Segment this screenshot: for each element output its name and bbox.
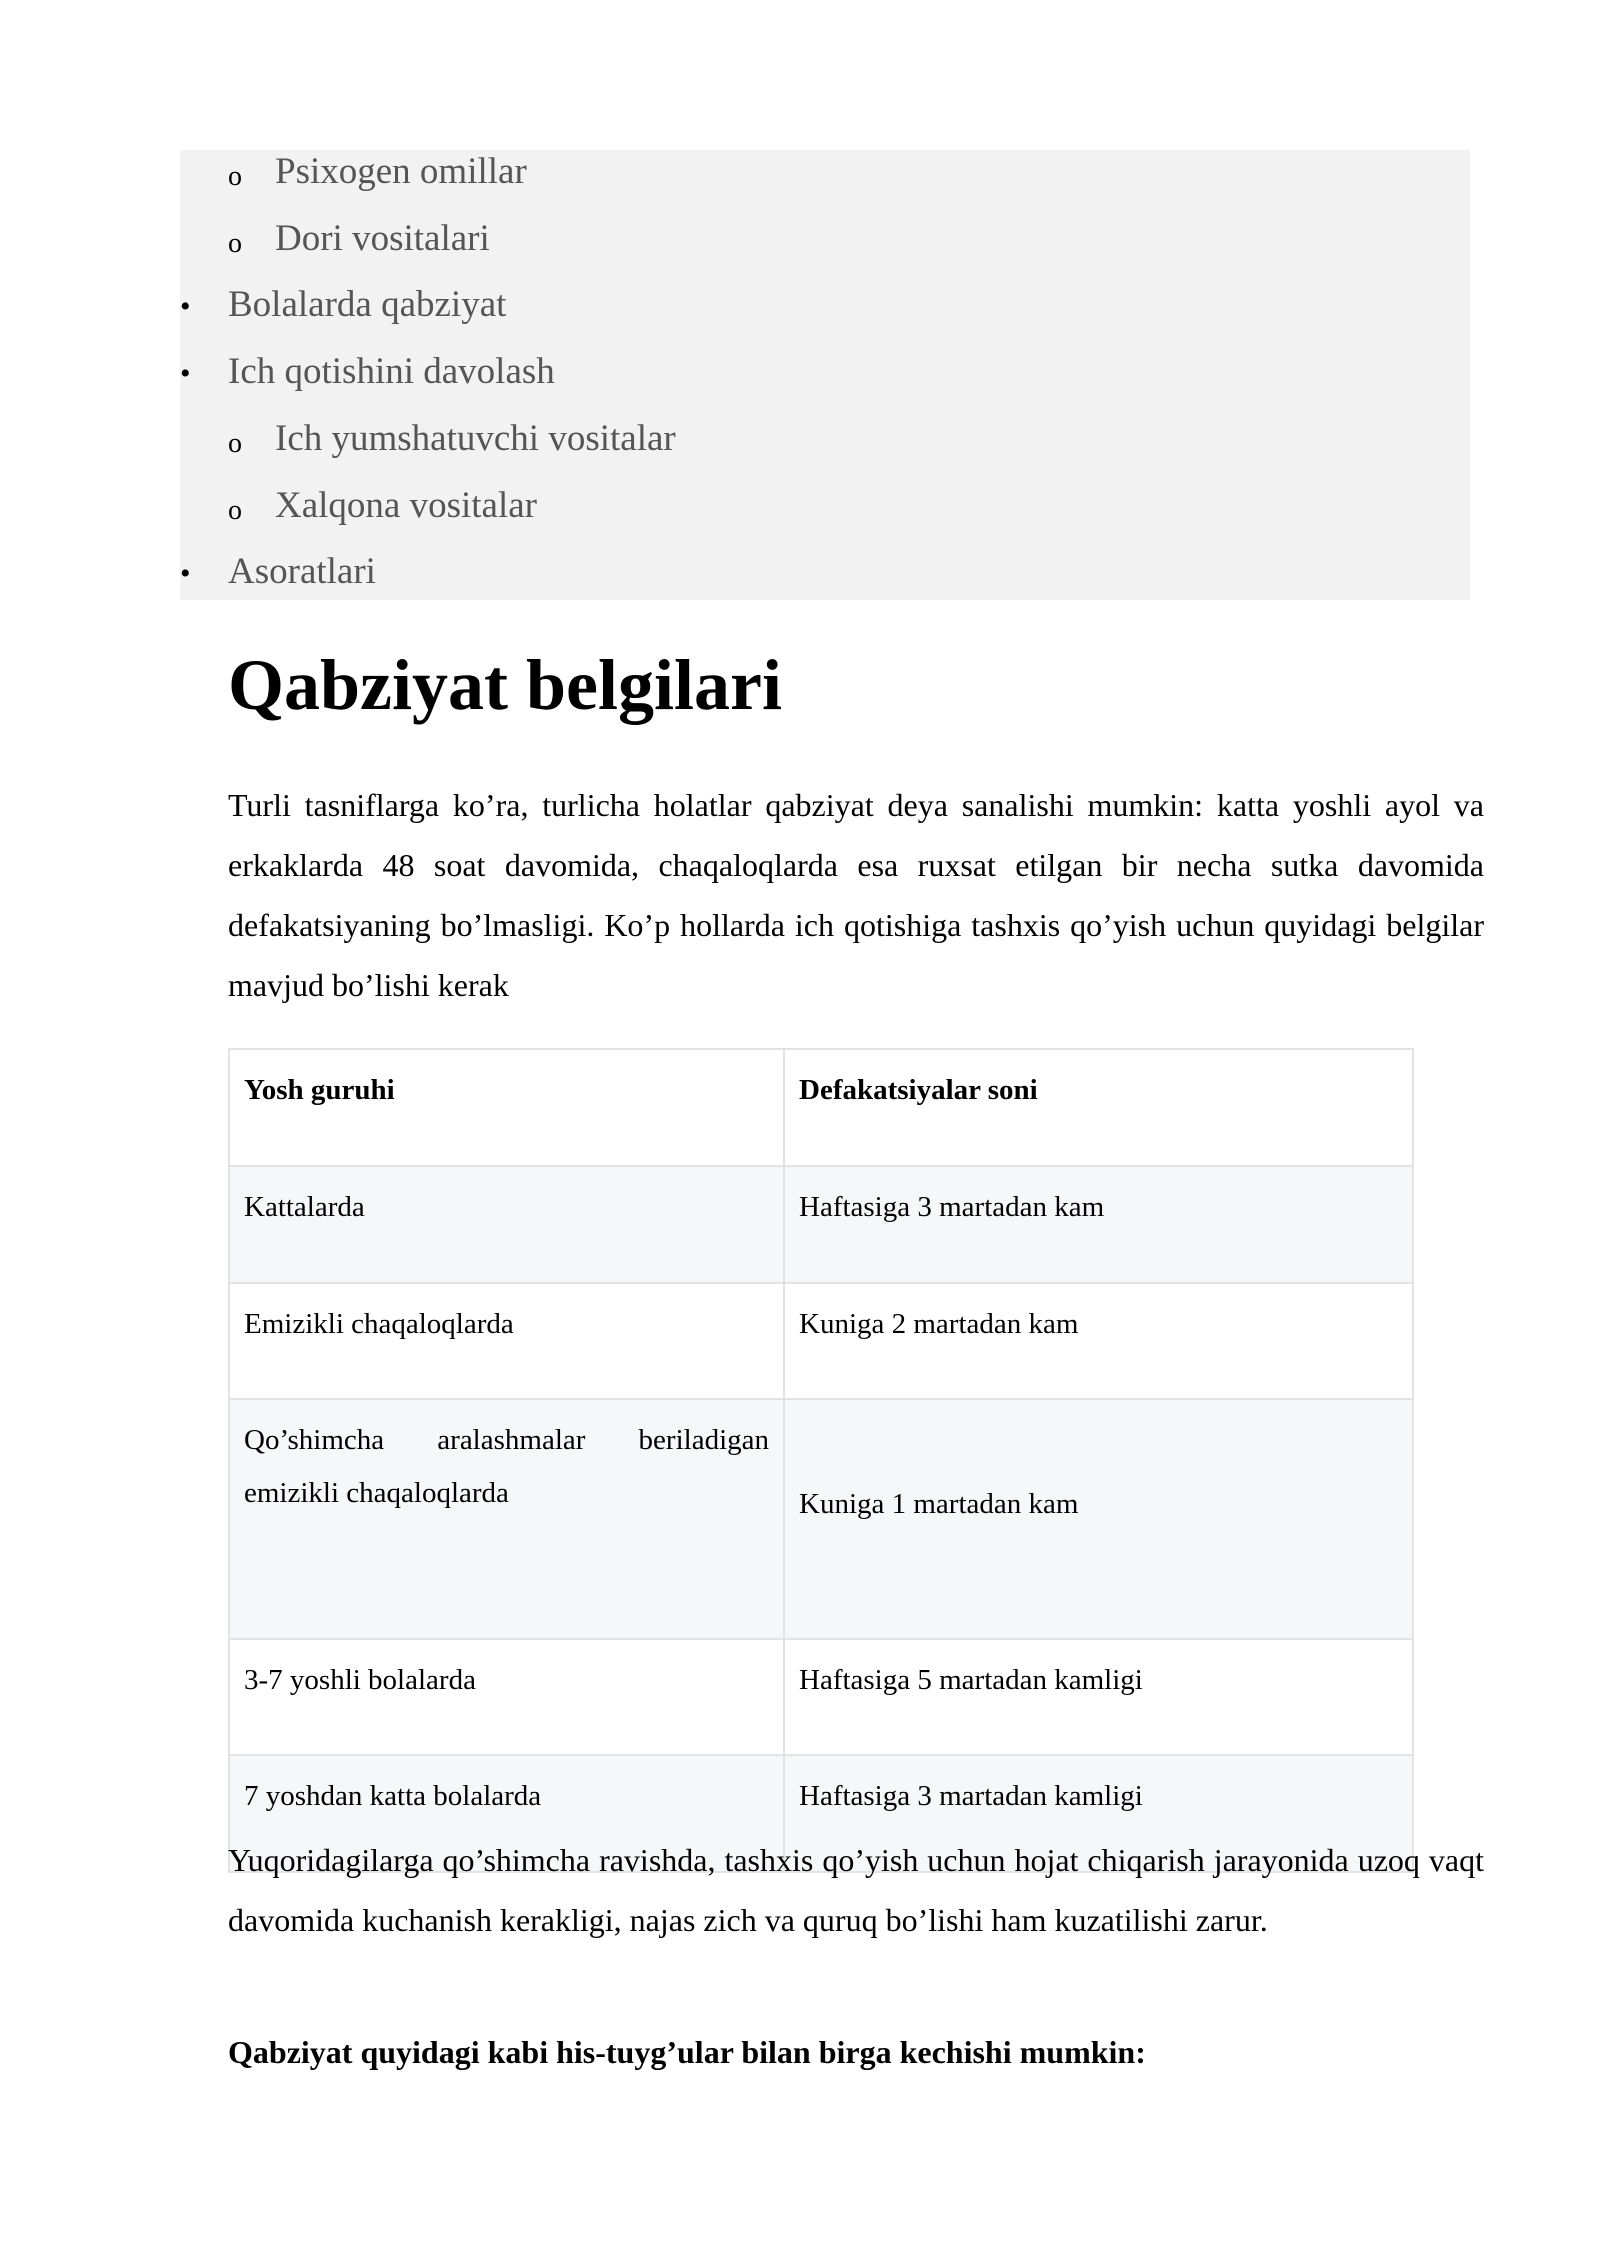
- table-header-cell: Defakatsiyalar soni: [784, 1049, 1413, 1166]
- toc-sub-marker: o: [228, 228, 242, 259]
- toc-link-dori-vositalari[interactable]: Dori vositalari: [275, 218, 490, 259]
- table-cell: Haftasiga 3 martadan kamligi: [784, 1755, 1413, 1872]
- toc-link-ich-yumshatuvchi-vositalar[interactable]: Ich yumshatuvchi vositalar: [275, 418, 676, 459]
- table-cell: Qo’shimcha aralashmalar beriladigan emizikli chaqaloqlarda: [229, 1399, 784, 1639]
- toc-bullet: •: [180, 290, 191, 323]
- table-row: [229, 1166, 1413, 1283]
- intro-paragraph: Turli tasniflarga ko’ra, turlicha holatlar qabziyat deya sanalishi mumkin: katta yoshli ayol va erkaklarda 48 soat davomida, chaqaloqlarda esa ruxsat etilgan bir necha sutka davomida defakatsiyaning bo’lmasligi. Ko’p hollarda ich qotishiga tashxis qo’yish uchun quyidagi belgilar mavjud bo’lishi kerak: [228, 787, 1484, 1003]
- table-of-contents: [180, 150, 1470, 600]
- toc-link-psixogen-omillar[interactable]: Psixogen omillar: [275, 151, 527, 192]
- table-row: [229, 1639, 1413, 1755]
- toc-sub-marker: o: [228, 161, 242, 192]
- toc-link-bolalarda-qabziyat[interactable]: Bolalarda qabziyat: [228, 284, 507, 325]
- table-cell: 7 yoshdan katta bolalarda: [229, 1755, 784, 1872]
- table-header-cell: Yosh guruhi: [229, 1049, 784, 1166]
- table-row: [229, 1399, 1413, 1639]
- table-cell: Kuniga 1 martadan kam: [784, 1399, 1413, 1639]
- toc-bullet: •: [180, 557, 191, 590]
- toc-link-xalqona-vositalar[interactable]: Xalqona vositalar: [275, 485, 537, 526]
- table-row: [229, 1283, 1413, 1399]
- toc-sub-marker: o: [228, 428, 242, 459]
- diagnosis-paragraph: Yuqoridagilarga qo’shimcha ravishda, tashxis qo’yish uchun hojat chiqarish jarayonida uzoq vaqt davomida kuchanish kerakligi, najas zich va quruq bo’lishi ham kuzatilishi zarur.: [228, 1842, 1484, 1938]
- table-cell: Haftasiga 5 martadan kamligi: [784, 1639, 1413, 1755]
- table-cell: Kattalarda: [229, 1166, 784, 1283]
- table-cell: 3-7 yoshli bolalarda: [229, 1639, 784, 1755]
- toc-link-asoratlari[interactable]: Asoratlari: [228, 551, 376, 592]
- table-cell: Haftasiga 3 martadan kam: [784, 1166, 1413, 1283]
- toc-sub-marker: o: [228, 495, 242, 526]
- symptoms-intro-bold: Qabziyat quyidagi kabi his-tuyg’ular bilan birga kechishi mumkin:: [228, 2034, 1146, 2070]
- table-cell: Kuniga 2 martadan kam: [784, 1283, 1413, 1399]
- toc-bullet: •: [180, 357, 191, 390]
- section-heading: Qabziyat belgilari: [228, 645, 782, 725]
- toc-link-ich-qotishini-davolash[interactable]: Ich qotishini davolash: [228, 351, 555, 392]
- table-cell: Emizikli chaqaloqlarda: [229, 1283, 784, 1399]
- table-header-row: [229, 1049, 1413, 1166]
- symptoms-table: [228, 1048, 1414, 1873]
